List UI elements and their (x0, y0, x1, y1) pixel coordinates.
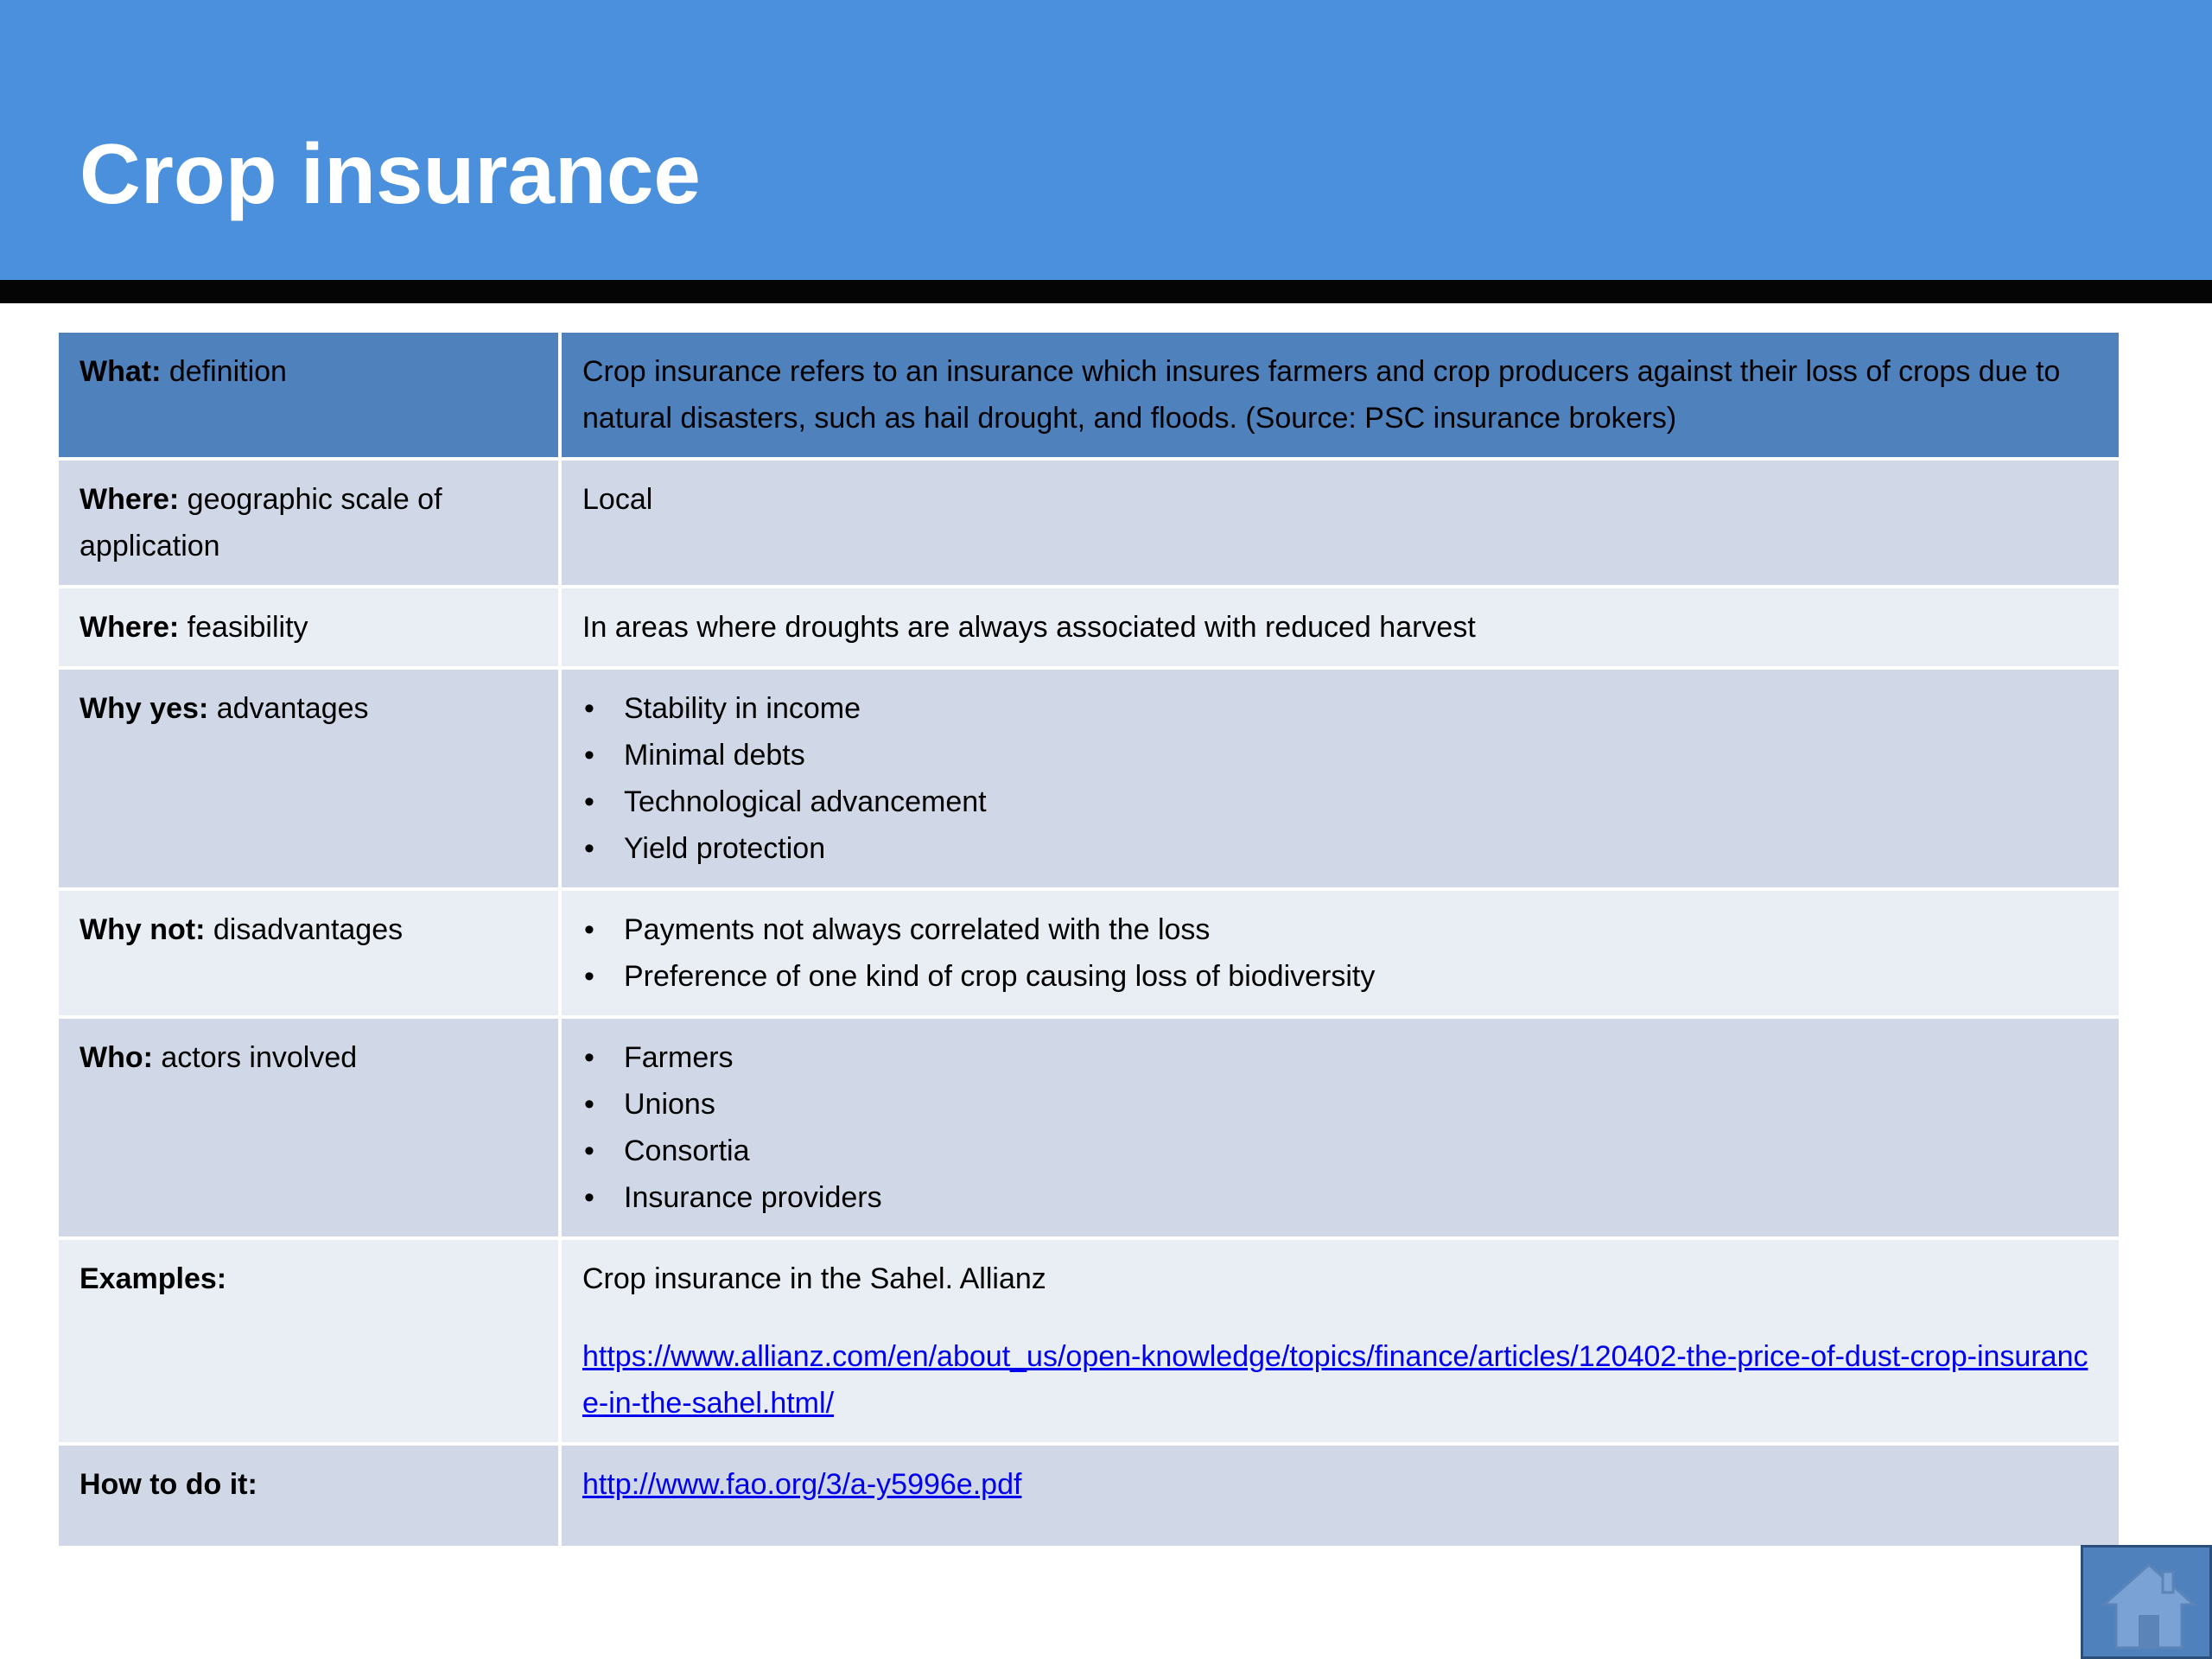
actors-list (582, 1034, 2098, 1221)
list-item: • Consortia (582, 1128, 2098, 1174)
list-item: • Payments not always correlated with the loss (582, 906, 2098, 953)
list-item: • Insurance providers (582, 1174, 2098, 1221)
fao-link[interactable]: http://www.fao.org/3/a-y5996e.pdf (582, 1468, 1022, 1501)
row-content: Crop insurance refers to an insurance which insures farmers and crop producers against their loss of crops due to natural disasters, such as hail drought, and floods. (Source: PSC insurance brokers) (560, 331, 2120, 459)
row-content (560, 1017, 2120, 1238)
row-content (560, 668, 2120, 889)
list-item: • Stability in income (582, 685, 2098, 732)
table-row-actors (57, 1017, 2120, 1238)
slide-title: Crop insurance (79, 126, 701, 221)
row-label: Where: feasibility (57, 587, 560, 668)
list-item: • Technological advancement (582, 779, 2098, 825)
list-item: • Unions (582, 1081, 2098, 1128)
table-row-what (57, 331, 2120, 459)
list-item: • Yield protection (582, 825, 2098, 872)
row-label: Examples: (57, 1238, 560, 1444)
table-row-scale (57, 459, 2120, 587)
disadvantages-list (582, 906, 2098, 1000)
table-row-feasibility (57, 587, 2120, 668)
row-content (560, 1444, 2120, 1548)
example-text: Crop insurance in the Sahel. Allianz (582, 1262, 1046, 1295)
row-label: What: definition (57, 331, 560, 459)
table-row-examples (57, 1238, 2120, 1444)
list-item: • Preference of one kind of crop causing loss of biodiversity (582, 953, 2098, 1000)
row-label: Why not: disadvantages (57, 889, 560, 1017)
table-row-howto (57, 1444, 2120, 1548)
table-row-advantages (57, 668, 2120, 889)
slide-header (0, 0, 2212, 280)
home-icon (2101, 1560, 2197, 1651)
row-content: In areas where droughts are always associated with reduced harvest (560, 587, 2120, 668)
row-content (560, 889, 2120, 1017)
row-label: Why yes: advantages (57, 668, 560, 889)
row-content: Local (560, 459, 2120, 587)
info-table (55, 329, 2122, 1549)
list-item: • Minimal debts (582, 732, 2098, 779)
row-content (560, 1238, 2120, 1444)
table-row-disadvantages (57, 889, 2120, 1017)
row-label: How to do it: (57, 1444, 560, 1548)
home-button[interactable] (2081, 1545, 2212, 1659)
row-label: Who: actors involved (57, 1017, 560, 1238)
allianz-link[interactable]: https://www.allianz.com/en/about_us/open-knowledge/topics/finance/articles/120402-the-price-of-dust-crop-insurance-in-the-sahel.html/ (582, 1340, 2088, 1420)
advantages-list (582, 685, 2098, 872)
header-divider (0, 280, 2212, 303)
row-label: Where: geographic scale of application (57, 459, 560, 587)
list-item: • Farmers (582, 1034, 2098, 1081)
